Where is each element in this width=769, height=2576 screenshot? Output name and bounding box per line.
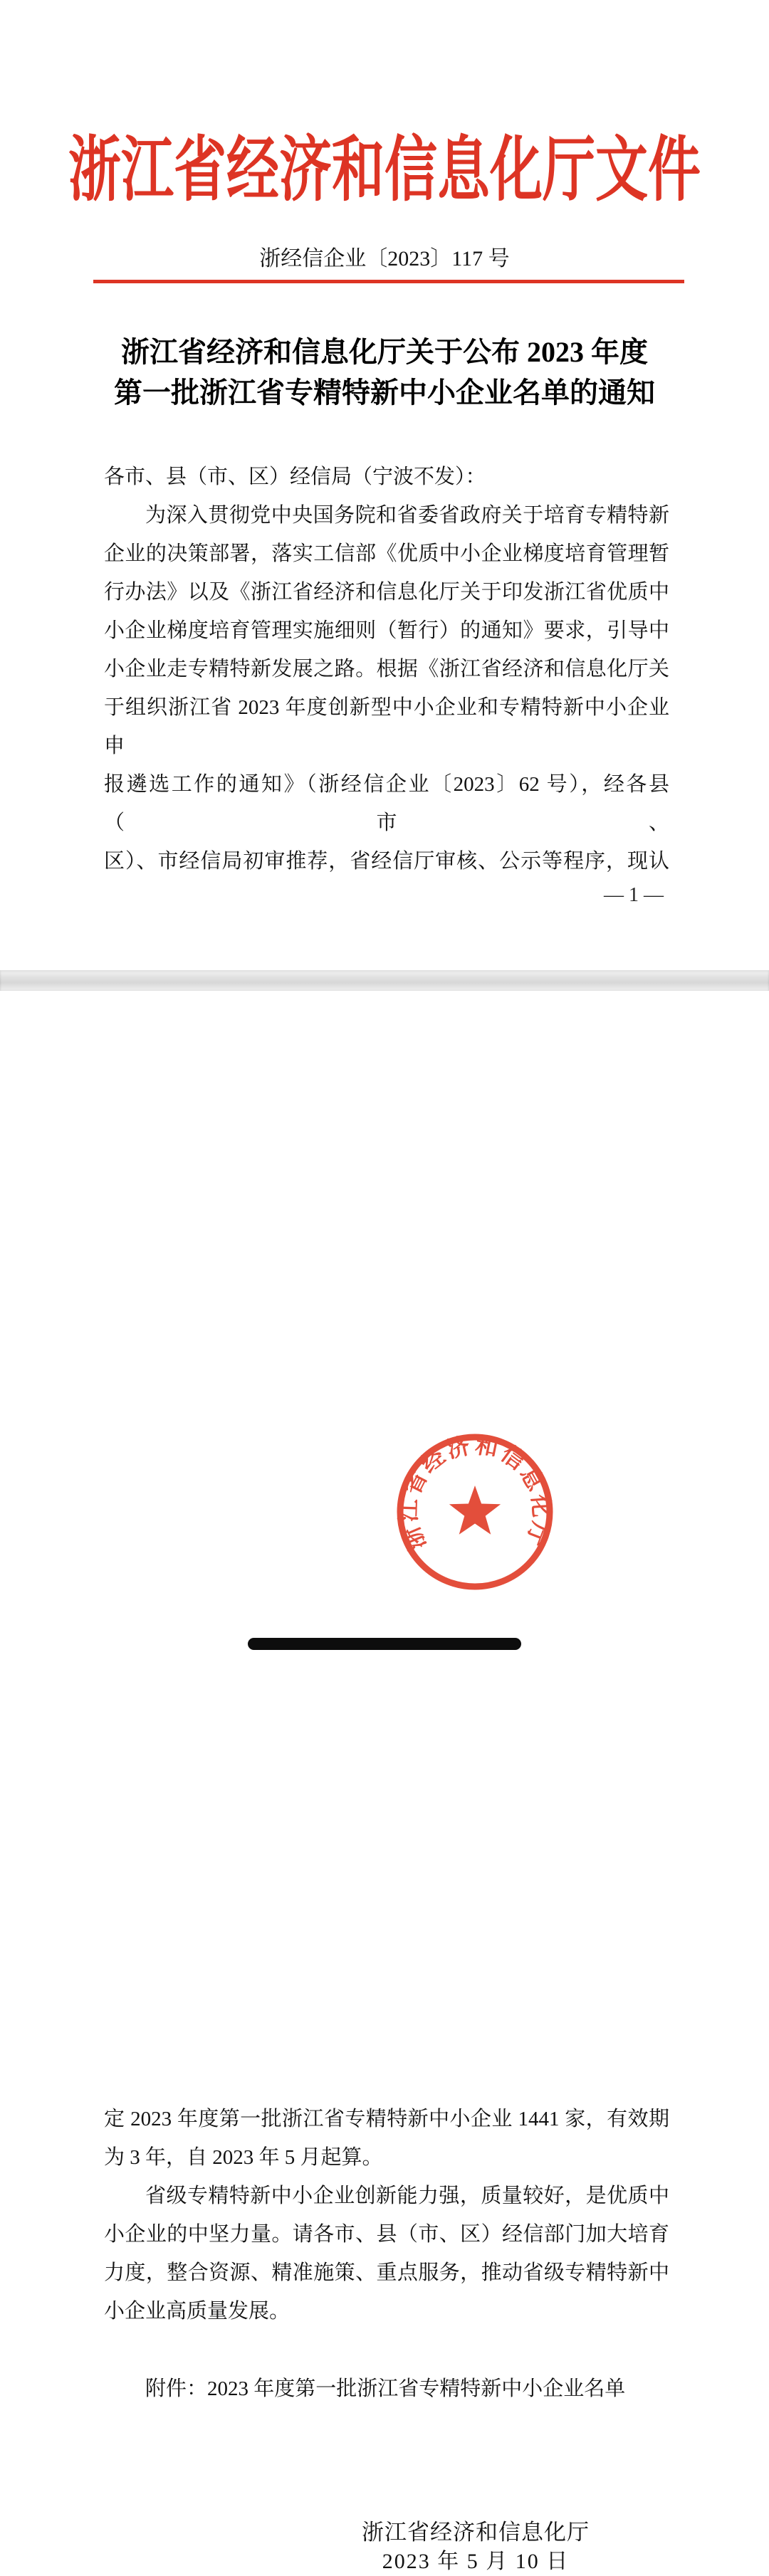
- issue-date: 2023 年 5 月 10 日: [382, 2550, 570, 2573]
- doc-line: 为 3 年，自 2023 年 5 月起算。: [104, 2146, 383, 2169]
- doc-line: 为深入贯彻党中央国务院和省委省政府关于培育专精特新: [145, 504, 669, 527]
- signature-block: [278, 2518, 674, 2576]
- issuing-agency-signature: 浙江省经济和信息化厅: [362, 2520, 590, 2545]
- doc-line: 报遴选工作的通知》（浙经信企业〔2023〕62 号），经各县（市、: [104, 773, 669, 834]
- document-title: [0, 332, 769, 413]
- document-page-1: [0, 0, 769, 964]
- page1-paragraph: [104, 496, 669, 880]
- page-divider: [0, 970, 769, 991]
- doc-line: 各市、县（市、区）经信局（宁波不发）：: [104, 466, 486, 488]
- doc-line: 小企业高质量发展。: [104, 2300, 291, 2323]
- page-number: — 1 —: [604, 884, 664, 906]
- doc-line: 省级专精特新中小企业创新能力强，质量较好，是优质中: [145, 2185, 669, 2207]
- seal-arc-text: 浙江省经济和信息化厅: [395, 1431, 555, 1555]
- document-page-2: [0, 991, 769, 2573]
- doc-line: 企业的决策部署，落实工信部《优质中小企业梯度培育管理暂: [104, 542, 669, 565]
- doc-line: 小企业的中坚力量。请各市、县（市、区）经信部门加大培育: [104, 2223, 669, 2246]
- doc-line: 力度，整合资源、精准施策、重点服务，推动省级专精特新中: [104, 2261, 669, 2284]
- page2-paragraph: [104, 2177, 669, 2330]
- page1-body: [104, 458, 669, 880]
- agency-header: 浙江省经济和信息化厅文件: [68, 132, 701, 211]
- page2-continuation: [104, 2100, 669, 2177]
- doc-line: 小企业梯度培育管理实施细则（暂行）的通知》要求，引导中: [104, 619, 669, 642]
- salutation-line: [104, 458, 669, 496]
- doc-line: 区）、市经信局初审推荐，省经信厅审核、公示等程序，现认: [104, 850, 669, 873]
- document-title-line1: 浙江省经济和信息化厅关于公布 2023 年度: [121, 336, 648, 368]
- red-separator-line: [93, 280, 684, 283]
- doc-line: 于组织浙江省 2023 年度创新型中小企业和专精特新中小企业申: [104, 696, 669, 757]
- doc-line: 定 2023 年度第一批浙江省专精特新中小企业 1441 家，有效期: [104, 2108, 669, 2130]
- document-title-line2: 第一批浙江省专精特新中小企业名单的通知: [114, 377, 655, 409]
- document-number: 浙经信企业〔2023〕117 号: [259, 247, 510, 270]
- attachment-line: 附件：2023 年度第一批浙江省专精特新中小企业名单: [145, 2377, 626, 2400]
- home-indicator-bar[interactable]: [248, 1638, 521, 1650]
- page2-body: [104, 2100, 669, 2330]
- doc-line: 小企业走专精特新发展之路。根据《浙江省经济和信息化厅关: [104, 658, 669, 680]
- doc-line: 行办法》以及《浙江省经济和信息化厅关于印发浙江省优质中: [104, 581, 669, 604]
